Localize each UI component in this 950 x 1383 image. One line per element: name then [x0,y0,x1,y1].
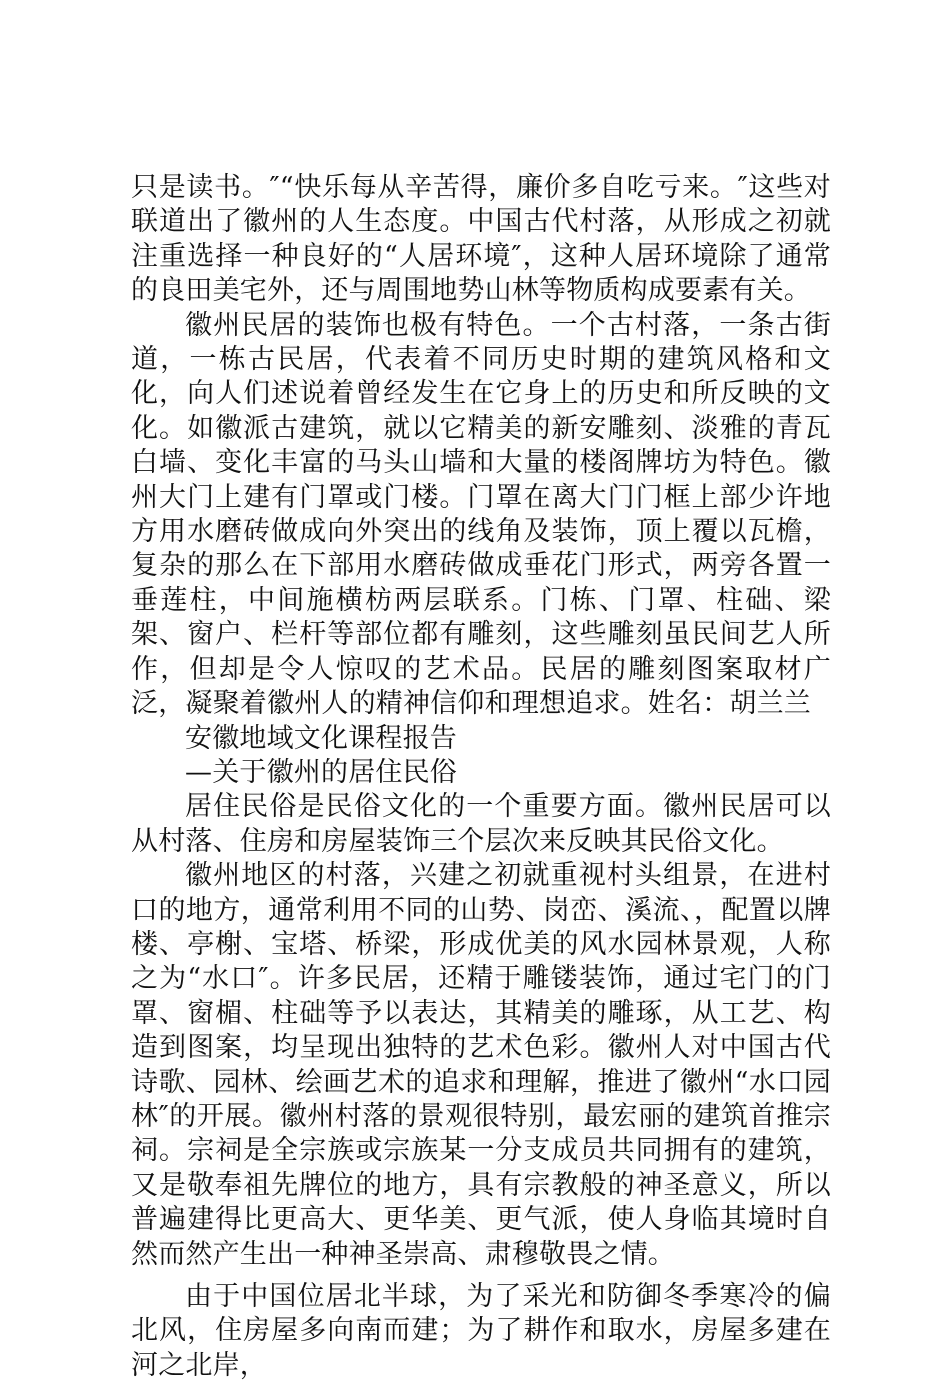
paragraph-couplets: 只是读书。″“快乐每从辛苦得，廉价多自吃亏来。″这些对联道出了徽州的人生态度。中国古代村落，从形成之初就注重选择一种良好的“人居环境″，这种人居环境除了通常的良田美宅外，还与周围地势山林等物质构成要素有关。 [131,172,831,307]
paragraph-orientation: 由于中国位居北半球，为了采光和防御冬季寒冷的偏北风，住房屋多向南而建；为了耕作和取水，房屋多建在河之北岸， [131,1281,831,1381]
paragraph-intro: 居住民俗是民俗文化的一个重要方面。徽州民居可以从村落、住房和房屋装饰三个层次来反映其民俗文化。 [131,791,831,857]
report-title: 安徽地域文化课程报告 [185,722,457,754]
paragraph-villages: 徽州地区的村落，兴建之初就重视村头组景，在进村口的地方，通常利用不同的山势、岗峦、溪流、，配置以牌楼、亭榭、宝塔、桥梁，形成优美的风水园林景观，人称之为“水口″。许多民居，还精于雕镂装饰，通过宅门的门罩、窗楣、柱础等予以表达，其精美的雕琢，从工艺、构造到图案，均呈现出独特的艺术色彩。徽州人对中国古代诗歌、园林、绘画艺术的追求和理解，推进了徽州“水口园林″的开展。徽州村落的景观很特别，最宏丽的建筑首推宗祠。宗祠是全宗族或宗族某一分支成员共同拥有的建筑，又是敬奉祖先牌位的地方，具有宗教般的神圣意义，所以普遍建得比更高大、更华美、更气派，使人身临其境时自然而然产生出一种神圣崇高、肃穆敬畏之情。 [131,860,831,1270]
paragraph-decoration: 徽州民居的装饰也极有特色。一个古村落，一条古街道，一栋古民居，代表着不同历史时期的建筑风格和文化，向人们述说着曾经发生在它身上的历史和所反映的文化。如徽派古建筑，就以它精美的新安雕刻、淡雅的青瓦白墙、变化丰富的马头山墙和大量的楼阁牌坊为特色。徽州大门上建有门罩或门楼。门罩在离大门门框上部少许地方用水磨砖做成向外突出的线角及装饰，顶上覆以瓦檐，复杂的那么在下部用水磨砖做成垂花门形式，两旁各置一垂莲柱，中间施横枋两层联系。门栋、门罩、柱础、梁架、窗户、栏杆等部位都有雕刻，这些雕刻虽民间艺人所作，但却是令人惊叹的艺术品。民居的雕刻图案取材广泛，凝聚着徽州人的精神信仰和理想追求。姓名：胡兰兰 [131,309,831,720]
document-body [131,171,831,1383]
report-subtitle: —关于徽州的居住民俗 [185,756,457,788]
